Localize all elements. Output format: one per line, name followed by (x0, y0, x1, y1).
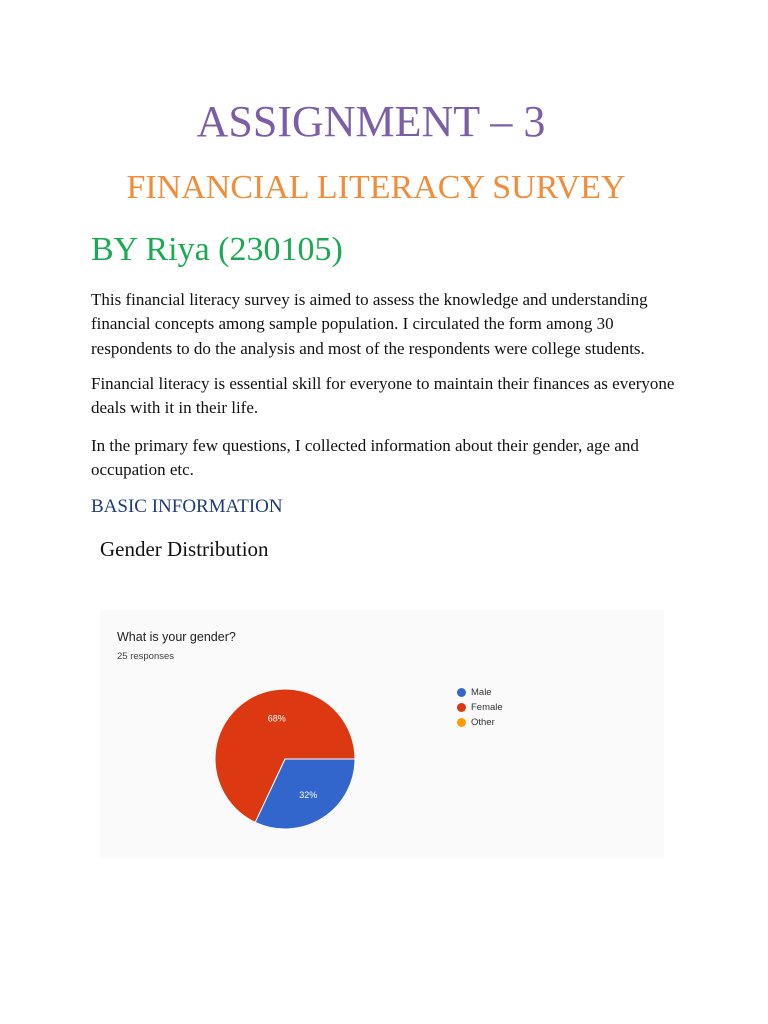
chart-legend (457, 685, 503, 730)
pie-label-male: 32% (299, 790, 318, 801)
legend-dot-female (457, 703, 466, 712)
legend-dot-other (457, 718, 466, 727)
pie-chart (100, 610, 664, 858)
intro-paragraph: This financial literacy survey is aimed to assess the knowledge and understanding financial concepts among sample population. I circulated the form among 30 respondents to do the analysis and most of the respondents were college students. (91, 290, 648, 358)
legend-dot-male (457, 688, 466, 697)
document-subtitle: FINANCIAL LITERACY SURVEY (126, 169, 626, 206)
pie-label-female: 68% (267, 713, 286, 724)
legend-label-other: Other (471, 717, 495, 728)
response-count: 25 responses (117, 651, 175, 662)
author-line: BY Riya (230105) (91, 231, 343, 268)
chart-title: What is your gender? (117, 630, 236, 644)
importance-paragraph: Financial literacy is essential skill for everyone to maintain their finances as everyone deals with it in their life. (91, 374, 675, 418)
section-heading: BASIC INFORMATION (91, 496, 283, 517)
gender-chart-card (100, 610, 664, 858)
legend-label-male: Male (471, 687, 492, 698)
legend-item-female (457, 700, 503, 715)
legend-label-female: Female (471, 702, 503, 713)
document-title: ASSIGNMENT – 3 (196, 97, 546, 146)
chart-heading: Gender Distribution (100, 537, 269, 561)
method-paragraph: In the primary few questions, I collected information about their gender, age and occupation etc. (91, 436, 639, 480)
legend-item-male (457, 685, 503, 700)
legend-item-other (457, 715, 503, 730)
